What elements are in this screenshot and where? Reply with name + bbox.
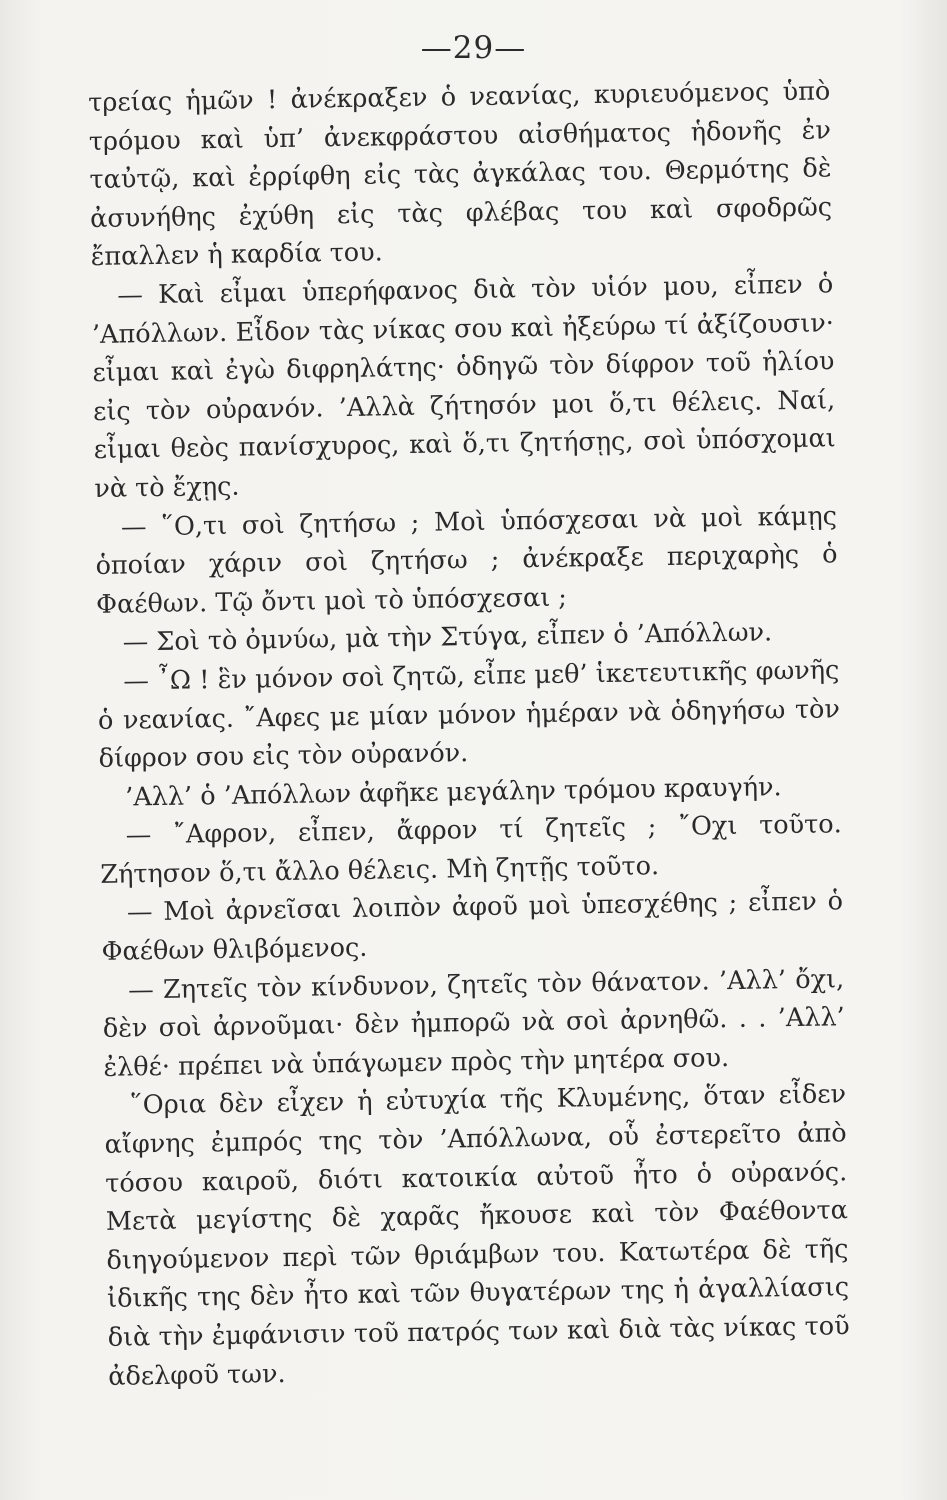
paragraph: — Σοὶ τὸ ὀμνύω, μὰ τὴν Στύγα, εἶπεν ὁ ’Απόλλων. <box>122 617 773 658</box>
paragraph: — ῏Ω ! ἓν μόνον σοὶ ζητῶ, εἶπε μεθ’ ἱκετευτικῆς φωνῆς ὁ νεανίας. ῎Αφες με μίαν μόνον ἡμέραν νὰ ὁδηγήσω τὸν δίφρον σου εἰς τὸν οὐρανόν. <box>97 655 841 775</box>
paragraph: — ῞Ο,τι σοὶ ζητήσω ; Μοὶ ὑπόσχεσαι νὰ μοὶ κάμῃς ὁποίαν χάριν σοὶ ζητήσω ; ἀνέκραξε περιχαρὴς ὁ Φαέθων. Τῷ ὄντι μοὶ τὸ ὑπόσχεσαι ; <box>95 500 838 620</box>
paragraph: — Καὶ εἶμαι ὑπερήφανος διὰ τὸν υἱόν μου, εἶπεν ὁ ’Απόλλων. Εἶδον τὰς νίκας σου καὶ ἠξεύρω τί ἀξίζουσιν· εἶμαι καὶ ἐγὼ διφρηλάτης· ὁδηγῶ τὸν δίφρον τοῦ ἡλίου εἰς τὸν οὐρανόν. ’Αλλὰ ζήτησόν μοι ὅ,τι θέλεις. Ναί, εἶμαι θεὸς πανίσχυρος, καὶ ὅ,τι ζητήσῃς, σοὶ ὑπόσχομαι νὰ τὸ ἔχῃς. <box>91 269 836 504</box>
page-number: —29— <box>420 30 527 66</box>
paragraph: — Ζητεῖς τὸν κίνδυνον, ζητεῖς τὸν θάνατον. ’Αλλ’ ὄχι, δὲν σοὶ ἀρνοῦμαι· δὲν ἠμπορῶ νὰ σοὶ ἀρνηθῶ. . . ’Αλλ’ ἐλθέ· πρέπει νὰ ὑπάγωμεν πρὸς τὴν μητέρα σου. <box>102 963 845 1083</box>
paragraph: — Μοὶ ἀρνεῖσαι λοιπὸν ἀφοῦ μοὶ ὑπεσχέθης ; εἶπεν ὁ Φαέθων θλιβόμενος. <box>101 886 844 967</box>
paragraph: τρείας ἡμῶν ! ἀνέκραξεν ὁ νεανίας, κυριευόμενος ὑπὸ τρόμου καὶ ὑπ’ ἀνεκφράστου αἰσθήματος ἡδονῆς ἐν ταὐτῷ, καὶ ἐρρίφθη εἰς τὰς ἀγκάλας του. Θερμότης δὲ ἀσυνήθης ἐχύθη εἰς τὰς φλέβας του καὶ σφοδρῶς ἔπαλλεν ἡ καρδία του. <box>88 76 833 273</box>
body-text <box>88 72 851 1396</box>
paragraph: — ῎Αφρον, εἶπεν, ἄφρον τί ζητεῖς ; ῎Οχι τοῦτο. Ζήτησον ὅ,τι ἄλλο θέλεις. Μὴ ζητῇς τοῦτο. <box>100 809 842 890</box>
paragraph: ῞Ορια δὲν εἶχεν ἡ εὐτυχία τῆς Κλυμένης, ὅταν εἶδεν αἴφνης ἐμπρός της τὸν ’Απόλλωνα, οὗ ἐστερεῖτο ἀπὸ τόσου καιροῦ, διότι κατοικία αὐτοῦ ἦτο ὁ οὐρανός. Μετὰ μεγίστης δὲ χαρᾶς ἤκουσε καὶ τὸν Φαέθοντα διηγούμενον περὶ τῶν θριάμβων του. Κατωτέρα δὲ τῆς ἰδικῆς της δὲν ἦτο καὶ τῶν θυγατέρων της ἡ ἀγαλλίασις διὰ τὴν ἐμφάνισιν τοῦ πατρός των καὶ διὰ τὰς νίκας τοῦ ἀδελφοῦ των. <box>104 1079 850 1392</box>
paragraph: ’Αλλ’ ὁ ’Απόλλων ἀφῆκε μεγάλην τρόμου κραυγήν. <box>124 771 782 813</box>
